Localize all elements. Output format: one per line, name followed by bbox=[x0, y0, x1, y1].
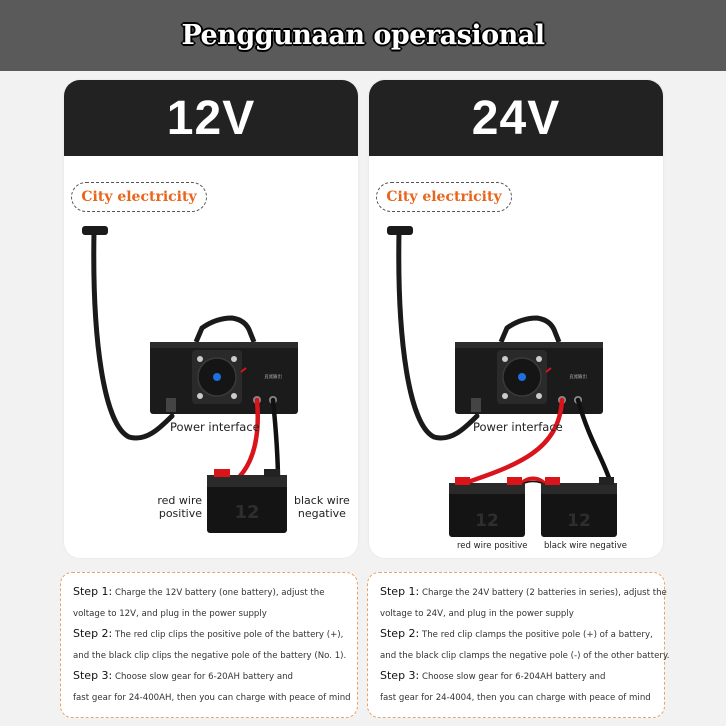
step3-label: Step 3: bbox=[380, 669, 420, 682]
voltage-title: 24V bbox=[471, 91, 561, 145]
step2-label: Step 2: bbox=[380, 627, 420, 640]
device-output-text: 直流输出 bbox=[264, 375, 282, 380]
step1-text: Charge the 12V battery (one battery), adjust the bbox=[114, 588, 325, 598]
black-wire-label-line1: black wire bbox=[294, 494, 350, 507]
city-electricity-label: City electricity bbox=[81, 189, 197, 205]
city-electricity-badge bbox=[71, 182, 207, 212]
step3-line2: fast gear for 24-400AH, then you can charge with peace of mind bbox=[73, 692, 351, 703]
step1-text: Charge the 24V battery (2 batteries in series), adjust the bbox=[421, 588, 667, 598]
step3-label: Step 3: bbox=[73, 669, 113, 682]
city-electricity-label: City electricity bbox=[386, 189, 502, 205]
step2-line2: and the black clip clips the negative pole of the battery (No. 1). bbox=[73, 650, 347, 661]
step1-line1 bbox=[380, 582, 667, 604]
mains-plug-icon bbox=[387, 226, 413, 235]
banner-title: Penggunaan operasional bbox=[181, 20, 545, 51]
steps-box-24v bbox=[367, 572, 670, 718]
city-electricity-badge bbox=[376, 182, 512, 212]
panel-12v bbox=[64, 80, 358, 558]
device-output-text: 直流输出 bbox=[569, 375, 587, 380]
black-wire-label-line2: negative bbox=[297, 507, 346, 520]
black-wire-label: black wire negative bbox=[544, 541, 627, 551]
step3-text: Choose slow gear for 6-20AH battery and bbox=[114, 672, 293, 682]
step3-line1 bbox=[380, 666, 654, 688]
charger-handle bbox=[196, 318, 254, 342]
step1-line2: voltage to 12V, and plug in the power supply bbox=[73, 608, 267, 619]
step3-line1 bbox=[73, 666, 347, 688]
step2-line2: and the black clip clamps the negative pole (-) of the other battery. bbox=[380, 650, 670, 661]
charger-handle bbox=[501, 318, 559, 342]
banner bbox=[0, 0, 726, 71]
battery-mark: 12 bbox=[475, 511, 499, 531]
battery-mark: 12 bbox=[567, 511, 591, 531]
mains-plug-icon bbox=[82, 226, 108, 235]
red-wire-label: red wire positive bbox=[457, 541, 528, 551]
step3-text: Choose slow gear for 6-204AH battery and bbox=[421, 672, 606, 682]
step1-line1 bbox=[73, 582, 347, 604]
battery-mark: 12 bbox=[234, 502, 260, 523]
black-wire-label bbox=[294, 494, 350, 520]
panel-24v bbox=[369, 80, 663, 558]
charger-diagram-12v bbox=[64, 80, 358, 558]
step3-line2: fast gear for 24-4004, then you can charge with peace of mind bbox=[380, 692, 651, 703]
step2-text: The red clip clips the positive pole of the battery (+), bbox=[114, 630, 344, 640]
steps-box-12v bbox=[60, 572, 358, 718]
voltage-title: 12V bbox=[166, 91, 256, 145]
red-wire-label-line1: red wire bbox=[157, 494, 202, 507]
power-interface-label: Power interface bbox=[473, 420, 563, 434]
red-wire-label-line2: positive bbox=[158, 507, 202, 520]
step2-line1 bbox=[73, 624, 347, 646]
step2-label: Step 2: bbox=[73, 627, 113, 640]
step2-line1 bbox=[380, 624, 654, 646]
charger-diagram-24v bbox=[369, 80, 663, 558]
step1-label: Step 1: bbox=[73, 585, 113, 598]
power-interface-label: Power interface bbox=[170, 420, 260, 434]
step1-label: Step 1: bbox=[380, 585, 420, 598]
red-wire-label bbox=[146, 494, 202, 520]
step1-line2: voltage to 24V, and plug in the power supply bbox=[380, 608, 574, 619]
step2-text: The red clip clamps the positive pole (+) of a battery, bbox=[421, 630, 653, 640]
